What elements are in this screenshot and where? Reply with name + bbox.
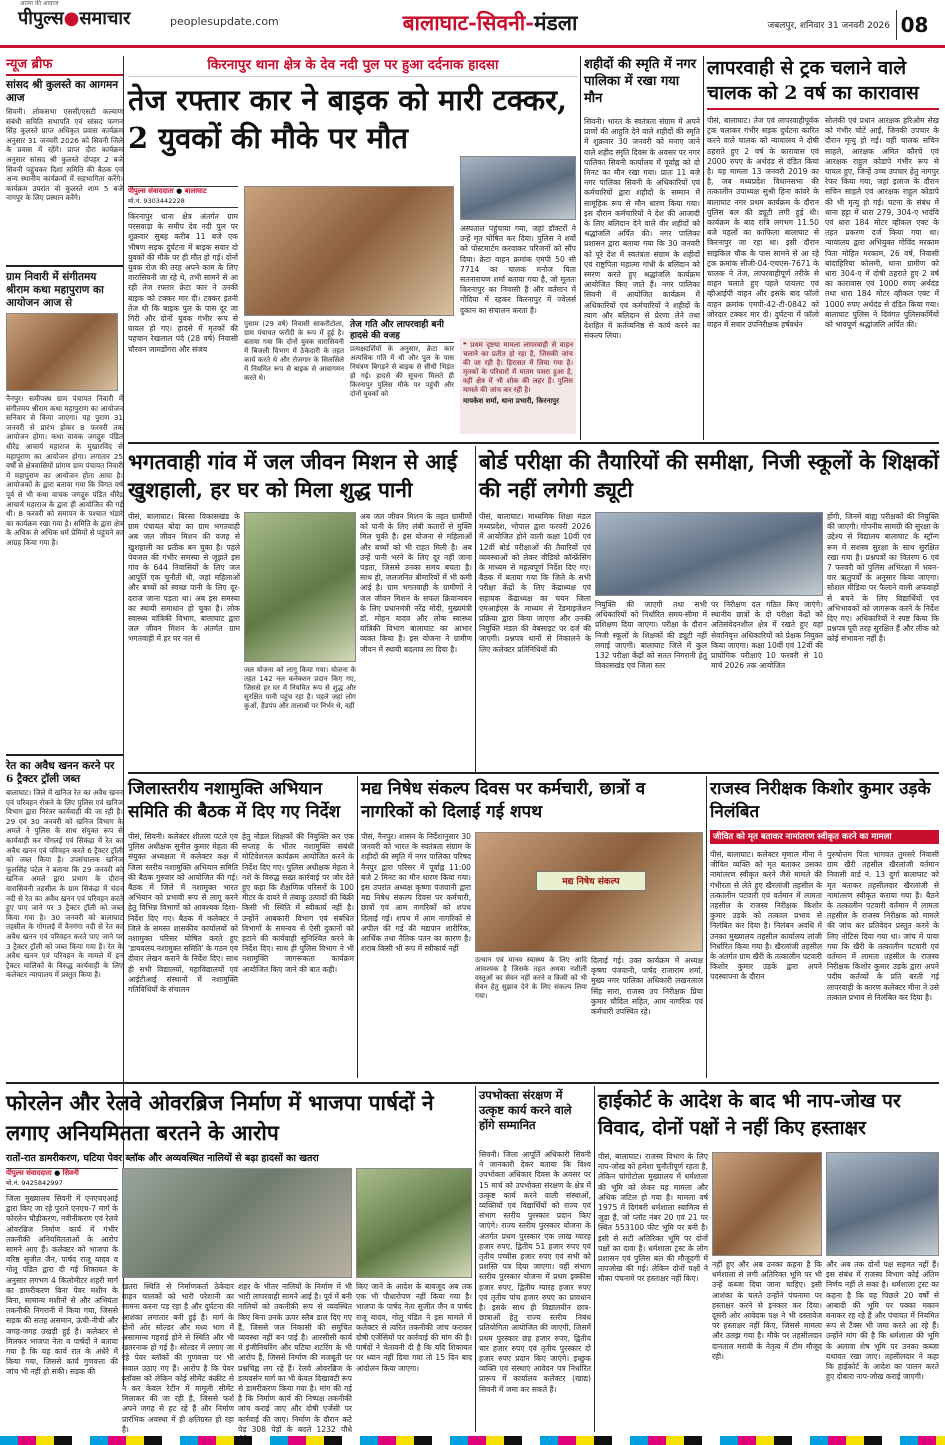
brand-tagline: आत्मा की आवाज bbox=[20, 0, 59, 7]
story11-headline[interactable]: हाईकोर्ट के आदेश के बाद भी नाप-जोख पर विवाद, दोनों पक्षों ने नहीं किए हस्ताक्षर bbox=[598, 1090, 901, 1139]
story5-photo-meeting bbox=[595, 512, 823, 596]
story3-col2: सोलंकी एवं प्रधान आरक्षक हरिओम सेख को गंभीर चोटें आईं, जिनकी उपचार के दौरान मृत्यु हो गई। वहीं चालक सचिन साहले, आरक्षक अमित कौरचे एवं आरक्षक राहुल कोडापे गंभीर रूप से घायल हुए, जिन्हें उच्च उपचार हेतु नागपुर रेफर किया गया, जहां इलाज के दौरान सचिन साहले एवं आरक्षक राहुल कोडापे की भी मृत्यु हो गई। घटना के संबंध में थाना हट्टा में धारा 279, 304-ए भादंवि एवं धारा 184 मोटर व्हीकल एक्ट के तहत प्रकरण दर्ज किया गया था। न्यायालय द्वारा अभियुक्त गोविंद मरकाम पिता मोहित मरकाम, 26 वर्ष, निवासी बांदाहिरिया कोलमी, थाना ग्रामीण को धारा 304-ए में दोषी ठहराते हुए 2 वर्ष का कारावास एवं 1000 रुपए अर्थदंड तथा धारा 184 मोटर व्हीकल एक्ट में 1000 रुपए अर्थदंड से दंडित किया गया। बालाघाट पुलिस ने दिवंगत पुलिसकर्मियों को भावपूर्ण श्रद्धांजलि अर्पित की। bbox=[825, 116, 939, 330]
issue-date: जबलपुर, शनिवार 31 जनवरी 2026 bbox=[767, 21, 890, 31]
story5-col1: पीसं, बालाघाट। माध्यमिक शिक्षा मंडल मध्यप्रदेश, भोपाल द्वारा फरवरी 2026 में आयोजित होने वाली कक्षा 10वीं एवं 12वीं बोर्ड परीक्षाओं की तैयारियों एवं व्यवस्थाओं को लेकर वीडियो कॉन्फ्रेंसिंग के माध्यम से महत्वपूर्ण निर्देश दिए गए। बैठक में बताया गया कि जिले के सभी परीक्षा केंद्रों के लिए केंद्राध्यक्ष एवं सहायक केंद्राध्यक्ष का चयन जिला एमआईएस के माध्यम से रेंडमाइजेशन प्रक्रिया द्वारा किया जाएगा और उनकी नियुक्ति मंडल की वेबसाइट पर दर्ज की जाएगी। प्रश्नपत्र थानों से निकालने के लिए कलेक्टर प्रतिनिधियों की bbox=[479, 512, 591, 654]
story-truck-driver-sentence bbox=[707, 56, 939, 440]
story-drug-free-campaign bbox=[128, 778, 354, 1078]
story-prohibition-pledge bbox=[361, 778, 703, 1078]
story7-col3: दिलाई गई। उक्त कार्यक्रम में अध्यक्ष कृष्णा पंजवानी, पार्षद राजाराम शर्मा, मुख्य नगर पालिका अधिकारी लखनलाल सिंह सारा, राजस्व उप निरीक्षक प्रिया कुमार चौदिल सहित, आम नागरिक एवं कर्मचारी उपस्थित रहे। bbox=[591, 956, 703, 1017]
story3-col1: पीसं, बालाघाट। तेज एवं लापरवाहीपूर्वक ट्रक चलाकर गंभीर सड़क दुर्घटना कारित करने वाले चालक को न्यायालय ने दोषी ठहराते हुए 2 वर्ष के कारावास एवं 2000 रुपए के अर्थदंड से दंडित किया है। यह मामला 13 जनवरी 2019 का है, जब मध्यप्रदेश विधानसभा की तत्कालीन उपाध्यक्ष सुश्री हिना कांवरे के बालाघाट नगर प्रथम कार्यक्रम के दौरान पुलिस बल की ड्यूटी लगी हुई थी। कार्यक्रम के बाद रात्रि लगभग 11.50 बजे पहलों का काफिला बालाघाट से किरनापुर जा रहा था। इसी दौरान साइकिल चौक के पास सामने से आ रहे ट्रक क्रमांक सीजी-04-एचएस-7671 के चालक ने तेज, लापरवाहीपूर्ण तरीके से वाहन चलाते हुए पहले पायलट एवं व्हीआईपी वाहन और इसके बाद फॉलो वाहन क्रमांक एमपी-42-टी-0842 को जोरदार टक्कर मार दी। दुर्घटना में फॉलो वाहन में सवार उपनिरीक्षक हर्षवर्धन bbox=[707, 116, 819, 330]
story10-headline[interactable]: उपभोक्ता संरक्षण में उत्कृष्ट कार्य करने वाले होंगे सम्मानित bbox=[479, 1088, 572, 1132]
story4-col1: पीसं, बालाघाट। बिरसा विकासखंड के ग्राम पंचायत बोदा का ग्राम भगतवाही अब जल जीवन मिशन की वजह से खुशहाली का प्रतीक बन चुका है। पहले पेयजल की गंभीर समस्या से जूझते इस गांव के 644 निवासियों के लिए जल आपूर्ति एक चुनौती थी, जहां महिलाओं और बच्चों को स्वच्छ पानी के लिए दूर-दराज जाना पड़ता था। अब इस समस्या का स्थायी समाधान हो चुका है। लोक स्वास्थ्य यांत्रिकी विभाग, बालाघाट द्वारा जल जीवन मिशन के अंतर्गत ग्राम भगतवाही में हर घर नल से bbox=[128, 512, 240, 644]
story1-kicker: किरनापुर थाना क्षेत्र के देव नदी पुल पर हुआ दर्दनाक हादसा bbox=[128, 56, 578, 77]
story1-photo-car bbox=[460, 156, 576, 220]
brand-logo[interactable] bbox=[18, 0, 168, 42]
story8-col2: पुरुषोत्तम पिता भागवत तुमसरे निवासी ग्राम खैरी तहसील खैरलांजी वर्तमान निवासी वार्ड नं. 13 दुर्गा बालाघाट को मृत बताकर तहसीलदार खैरलांजी से नामांतरण स्वीकृत कराया गया है। बैठने के तत्कालीन पटवारी वर्तमान में लामता तहसील के राजस्व निरीक्षक को मामले की जांच कर प्रतिवेदन प्रस्तुत करने के लिए नोटिस दिया गया था। जांच में पाया गया कि खैरी के तत्कालीन पटवारी एवं वर्तमान में लामता तहसील के राजस्व निरीक्षक किशोर कुमार उड़के द्वारा अपने पदीय कर्तव्यों के प्रति बरती गई लापरवाही के कारण कलेक्टर मीना ने उसे तत्काल प्रभाव से निलंबित कर दिया है। bbox=[827, 850, 939, 1002]
story1-side-body: प्रत्यक्षदर्शियों के अनुसार, क्रेटा कार अत्यधिक गति में थी और पुल के पास नियंत्रण बिगड़ने से बाइक से सीधी भिड़ंत हो गई। हादसे की सूचना मिलते ही किरनापुर पुलिस मौके पर पहुंची और दोनों युवकों को bbox=[350, 345, 454, 398]
story1-col3: अस्पताल पहुंचाया गया, जहां डॉक्टरों ने उन्हें मृत घोषित कर दिया। पुलिस ने शवों को पोस्टमार्टम करवाकर परिजनों को सौंप दिया। क्रेटा वाहन क्रमांक एमपी 50 सी 7714 का चालक मनोज पिता सतनारायण शर्मा बताया गया है, जो मूलतः किरनापुर का निवासी है और वर्तमान में गोंदिया में रहकर किरनापुर में ज्वेलर्स दुकान का संचालन करता है। bbox=[460, 224, 576, 315]
masthead bbox=[0, 0, 945, 48]
page-number: 08 bbox=[896, 10, 932, 40]
story6-col2: हेतु नोडल शिक्षकों की नियुक्ति कर एक सप्ताह के भीतर नशामुक्ति संबंधी मोटिवेशनल कार्यक्रम आयोजित करने के निर्देश दिए गए। पुलिस अधीक्षक मेहता ने नशे के विरुद्ध सख्त कार्रवाई पर जोर देते हुए कहा कि शैक्षणिक परिसरों के 100 मीटर के दायरे में तंबाकू उत्पादों की बिक्री किसी भी स्थिति में स्वीकार्य नहीं है। उन्होंने आबकारी विभाग एवं संबंधित विभागों के समन्वय से ऐसी दुकानों को हटाने की कार्यवाही सुनिश्चित करने के निर्देश दिए। साथ ही पुलिस विभाग ने भी नशामुक्ति जागरूकता कार्यक्रम आयोजित किए जाने की बात कही। bbox=[242, 832, 354, 974]
story9-byline-place: सिवनी bbox=[62, 1169, 79, 1177]
story1-side-title: तेज गति और लापरवाही बनी हादसे की वजह bbox=[350, 320, 454, 343]
story4-headline[interactable]: भगतवाही गांव में जल जीवन मिशन से आई खुशहाली, हर घर को मिला शुद्ध पानी bbox=[128, 449, 458, 502]
story4-photo bbox=[244, 512, 356, 662]
story1-quote bbox=[463, 341, 573, 395]
story1-photo-caption: पुसाम (29 वर्ष) निवासी साकरीटोला, ग्राम पंचायत फरोंदी के रूप में हुई है। बताया गया कि दोनों युवक वारासिवनी में बिजली विभाग में ठेकेदारी के तहत कार्य करते थे और रोजगार के सिलसिले में नियमित रूप से बाइक से आवागमन करते थे। bbox=[244, 320, 344, 382]
story1-byline-box: पीपुल्स संवाददाता ● बालाघाट मो.नं. 9303442228 bbox=[128, 186, 238, 208]
story-highcourt-dispute bbox=[598, 1088, 939, 1432]
story4-col3: अब जल जीवन मिशन के तहत ग्रामीणों को पानी के लिए लंबी कतारों से मुक्ति मिल चुकी है। इस योजना से महिलाओं और बच्चों को भी राहत मिली है। अब उन्हें पानी भरने के लिए दूर नहीं जाना पड़ता, जिससे उनका समय बचता है। साथ ही, जलजनित बीमारियों में भी कमी आई है। ग्राम भगतवाही के ग्रामीणों ने जल जीवन मिशन के सफल क्रियान्वयन के लिए प्रधानमंत्री नरेंद्र मोदी, मुख्यमंत्री डॉ. मोहन यादव और लोक स्वास्थ्य यांत्रिकी विभाग बालाघाट का आभार व्यक्त किया है। इस योजना ने ग्रामीण जीवन में स्थायी बदलाव ला दिया है। bbox=[360, 512, 472, 654]
story2-headline[interactable]: शहीदों की स्मृति में नगर पालिका में रखा गया मौन bbox=[584, 57, 697, 106]
story11-col3: और अब तक दोनों पक्ष सहमत नहीं हैं। इस संबंध में राजस्व विभाग कोई अंतिम निर्णय नहीं ले सका है। धर्मशाला ट्रस्ट का कहना है कि वह पिछले 20 वर्षों से आबादी की भूमि पर पक्का मकान बनाकर रह रहे हैं और पंचायत में नियमित रूप से टैक्स भी जमा करते आ रहे हैं। उन्होंने मांग की है कि धर्मशाला की भूमि के अलावा शेष भूमि पर उनका कब्जा यथावत रखा जाए। तहसीलदार ने कहा कि हाईकोर्ट के आदेश का पालन करते हुए दोबारा नाप-जोख कराई जाएगी। bbox=[826, 1260, 939, 1382]
brief-1-title: सांसद श्री कुलस्ते का आगमन आज bbox=[6, 79, 119, 104]
story-martyrs-silence bbox=[584, 56, 700, 440]
story7-photo-caption: उत्थान एवं मानव स्वास्थ्य के लिए आदि आवश्यक है जिसके तहत अथवा नशीली वस्तुओं का सेवन नहीं करने व किसी को भी सेवन हेतु सुझाव देने के लिए संकल्प लिया गया। bbox=[475, 956, 587, 1000]
story9-col4: किए जाने के आदेश के बावजूद अब तक एक भी पौधारोपण नहीं किया गया है। भाजपा के पार्षद नेता सुजीत जैन व पार्षद राजू यादव, गोलू पंडित ने इस मामले में कलेक्टर से त्वरित तकनीकी जांच कराकर दोषी एजेंसियों पर कार्रवाई की मांग की है। पार्षदों ने चेतावनी दी है कि यदि शिकायत पर ध्यान नहीं दिया गया तो 15 दिन बाद आंदोलन किया जाएगा। bbox=[356, 1282, 472, 1373]
story-fourlane-allegations bbox=[6, 1088, 472, 1432]
section-title-end: मंडला bbox=[533, 10, 578, 35]
story5-col4: होंगी, जिनमें बाह्य परीक्षकों की नियुक्ति की जाएगी। गोपनीय सामग्री की सुरक्षा के उद्देश्य से विद्यालय बालाघाट के स्ट्रॉन्ग रूम में सशस्त्र सुरक्षा के साथ सुरक्षित रखा गया है। प्रश्नपत्रों का वितरण 6 एवं 7 फरवरी को पुलिस अभिरक्षा में भवन-वार ऋतुपर्वों के अनुसार किया जाएगा। सोशल मीडिया पर फैलाने वाली अफवाहों से बचने के लिए विद्यार्थियों एवं अभिभावकों को जागरूक करने के निर्देश दिए गए। अधिकारियों ने स्पष्ट किया कि प्रश्नपत्र पूरी तरह सुरक्षित हैं और लीक को कोई संभावना नहीं है। bbox=[827, 512, 939, 644]
story-board-exams bbox=[479, 448, 939, 770]
news-brief-label: न्यूज ब्रीफ bbox=[6, 56, 123, 76]
story9-photo-road bbox=[122, 1168, 352, 1278]
story7-photo-pledge bbox=[475, 832, 703, 952]
story6-headline[interactable]: जिलास्तरीय नशामुक्ति अभियान समिति की बैठक में दिए गए निर्देश bbox=[128, 779, 341, 822]
story8-headline[interactable]: राजस्व निरीक्षक किशोर कुमार उड़के निलंबित bbox=[710, 779, 931, 822]
story11-col1: पीसं, बालाघाट। राजस्व विभाग के लिए नाप-जोख को हमेशा चुनौतीपूर्ण रहता है, लेकिन चांगोटोला मुख्यालय में धर्मशाला की भूमि को लेकर यह मामला और अधिक जटिल हो गया है। मामला वर्ष 1975 में दिगंबरी धर्मशाला स्वामित्व से जुड़ा है, जो प्लॉट नंबर 20 एवं 21 पर स्थित 553100 फीट भूमि पर बनी है। इसी से सटी अतिरिक्त भूमि पर दोनों पक्षों का दावा है। धर्मशाला ट्रस्ट के लोग प्रशासन एवं पुलिस बल की मौजूदगी में नापजोख की गई। लेकिन दोनों पक्षों ने मौका पंचनामे पर हस्ताक्षर नहीं किए। bbox=[598, 1152, 708, 1284]
story9-byline: पीपुल्स संवाददाता bbox=[6, 1169, 52, 1177]
brand-name-2: समाचार bbox=[79, 8, 131, 29]
story5-headline[interactable]: बोर्ड परीक्षा की तैयारियों की समीक्षा, निजी स्कूलों के शिक्षकों की नहीं लगेगी ड्यूटी bbox=[479, 449, 939, 502]
print-registration-bar bbox=[0, 1436, 945, 1445]
story9-photo-drain bbox=[356, 1168, 472, 1278]
story9-phone: मो.नं. 9425842997 bbox=[6, 1179, 63, 1187]
story1-quote-box bbox=[460, 338, 576, 434]
story6-col1: पीसं, सिवनी। कलेक्टर शीतला पटले एवं पुलिस अधीक्षक सुनील कुमार मेहता की संयुक्त अध्यक्षता में कलेक्टर कक्ष में जिला स्तरीय नशामुक्ति अभियान समिति की बैठक गुरुवार को आयोजित की गई। बैठक में जिले में नशामुक्त भारत अभियान को प्रभावी रूप से लागू करने हेतु विभिन्न विभागों को आवश्यक दिशा-निर्देश दिए गए। बैठक में कलेक्टर ने जिले के समस्त शासकीय कार्यालयों को नशामुक्त परिसर घोषित करते हुए 'डायवलय नशामुक्त समिति' के गठन एवं दीवार लेखन कराने के निर्देश दिए। साथ ही सभी विद्यालयों, महाविद्यालयों एवं आईटीआई संस्थानों में नशामुक्ति गतिविधियों के संचालन bbox=[128, 832, 238, 995]
story9-col3: शहर के भीतर नालियों के निर्माण में भी भारी लापरवाही सामने आई है। पूर्व में बनी नालियों को तकनीकी रूप से व्यवस्थित किए बिना उनके ऊपर स्लैब डाल दिए गए हैं, जिससे जल निकासी की समुचित व्यवस्था नहीं बन पाई है। आरसीसी कार्य में इंजीनियरिंग और घटिया शटरिंग के भी आरोप हैं, जिससे निर्माण की मजबूती पर प्रश्नचिह्न लग रहे हैं। रेलवे ओवरब्रिज के डायवर्सन मार्ग का भी केवल दिखावटी रूप से डामरीकरण किया गया है। मांग की गई है कि निर्माण कार्य की निष्पक्ष तकनीकी जांच कराई जाए और दोषी एजेंसी पर कार्रवाई की जाए। निर्माण के दौरान कटे पेड़ 308 पेड़ों के बदले 1232 पौधे bbox=[238, 1282, 352, 1434]
story11-photo-woman bbox=[826, 1152, 939, 1256]
brief-2-body: नैनपुर। समीपस्थ ग्राम पंचायत निवारी में संगीतमय श्रीराम कथा महापुराण का आयोजन सनिवार से किया जाएगा। यह पुराण 31 जनवरी से प्रारंभ होकर 8 फरवरी तक आयोजन होगा। कथा वाचक जगद्गुरु पंडित धीरेंद्र आचार्य महाराज के मुखारविंद से महापुराण का आयोजन होगा। लगातार 25 वर्षों से क्षेत्रवासियों प्रांगण ग्राम पंचायत निवारी में महापुराण का आयोजन होता आया है। आयोजकों के द्वारा बताया गया कि विगत वर्ष पूर्व से भी कथा वाचक जगद्गुरु पंडित धीरेंद्र आचार्य महाराज के द्वारा ही आयोजित की गई थी। 8 फरवरी को समापन के पश्चात भंडारे का कार्यक्रम रखा गया है। समिति के द्वारा क्षेत्र के अधिक से अधिक धर्म प्रेमियों से पहुंचने का आग्रह किया गया है। bbox=[6, 394, 124, 547]
story-consumer-award bbox=[479, 1088, 591, 1432]
story8-col1: पीसं, बालाघाट। कलेक्टर मृणाल मीना ने जीवित व्यक्ति को मृत बताकर उसका नामांतरण स्वीकृत करने जैसे मामले की गंभीरता से लेते हुए खैरलांजी तहसील के तत्कालीन पटवारी एवं वर्तमान में लामता तहसील के राजस्व निरीक्षक किशोर कुमार उड़के को तत्काल प्रभाव से निलंबित कर दिया है। निलंबन अवधि में उनका मुख्यालय तहसील कार्यालय लांजी निर्धारित किया गया है। खैरलांजी तहसील के अंतर्गत ग्राम खैरी के तत्कालीन पटवारी किशोर कुमार उड़के द्वारा अपने पदस्थापना के दौरान bbox=[710, 850, 822, 982]
story9-byline-box: पीपुल्स संवाददाता ● सिवनी मो.नं. 9425842997 bbox=[6, 1168, 118, 1190]
story-revenue-inspector bbox=[710, 778, 939, 1078]
brief-2-title: ग्राम निवारी में संगीतमय श्रीराम कथा महापुराण का आयोजन आज से bbox=[6, 271, 104, 309]
story1-side-box bbox=[350, 320, 454, 434]
brand-dot-icon: ● bbox=[63, 8, 80, 29]
story1-phone: मो.नं. 9303442228 bbox=[128, 197, 185, 205]
story9-headline[interactable]: फोरलेन और रेलवे ओवरब्रिज निर्माण में भाजपा पार्षदों ने लगाए अनियमितता बरतने के आरोप bbox=[6, 1090, 434, 1145]
story7-col1: पीसं, नैनपुर। शासन के निर्देशानुसार 30 जनवरी को भारत के स्वतंत्रता संग्राम के शहीदों की स्मृति में नगर पालिका परिषद नैनपुर द्वारा परिसर में पूर्वाह्न 11:00 बजे 2 मिनट का मौन धारण किया गया। इस उपरांत अध्यक्ष कृष्णा पंजवानी द्वारा मद्य निषेध संकल्प दिवस पर कर्मचारी, छात्रों एवं आम नागरिकों को शपथ दिलाई गई। शपथ में आम नागरिकों से अपील की गई की मद्यपान शारीरिक, आर्थिक तथा नैतिक पतन का कारण है। शराब किसी भी रूप में स्वीकार्य नहीं bbox=[361, 832, 471, 954]
section-title bbox=[360, 8, 620, 40]
story-jal-jeevan bbox=[128, 448, 472, 770]
story1-photo-victims bbox=[244, 186, 454, 316]
story1-quote-text: प्रथम दृष्टया मामला लापरवाही से वाहन चलाने का प्रतीत हो रहा है, जिसकी जांच की जा रही है। हिरासत में लिया गया है। मृतकों के परिवारों में मातम पसरा हुआ है, वहीं क्षेत्र में भी शोक की लहर है। पुलिस मामले की जांच कर रही है। bbox=[463, 341, 573, 394]
story1-headline[interactable]: तेज रफ्तार कार ने बाइक को मारी टक्कर, 2 युवकों की मौके पर मौत bbox=[128, 83, 568, 155]
story9-col2: खतरा स्थिति से निर्माणकर्ता ठेकेदार वाहन चालकों को भारी परेशानी का सामना करना पड़ रहा है और दुर्घटना की आशंका लगातार बनी हुई है। मार्ग के दोनों ओर सोल्डर और मध्य भाग में असामान्य गहराई होने से स्थिति और भी खतरनाक हो गई है। सोल्डर में लगाए जा रहे पेवर ब्लॉकों की गुणवत्ता पर भी सवाल उठाए गए हैं। आरोप है कि पेवर ब्लॉक्स को लेकिन कोई सीमेंट कंक्रीट से न कर केवल रेटीन में मामूली सीमेंट मिलाकर की जा रही है, जिससे फर्श अपने जगह से हट रहे हैं और निर्माण प्रारंभिक अवस्था में ही क्षतिग्रस्त हो रहा है। bbox=[122, 1282, 234, 1434]
quote-icon: ❝ bbox=[463, 341, 471, 349]
story1-byline-place: बालाघाट bbox=[184, 187, 207, 195]
story1-quote-by: मायकेश शर्मा, थाना प्रभारी, किरनापुर bbox=[463, 397, 559, 405]
section-title-main: बालाघाट-सिवनी- bbox=[402, 10, 534, 35]
brief-3-title: रेत का अवैध खनन करने पर 6 ट्रैक्टर ट्रॉली जब्त bbox=[6, 760, 115, 785]
brief-3-body: बालाघाट। जिले में खनिज रेत का अवैध खनन एवं परिवहन रोकने के लिए पुलिस एवं खनिज विभाग द्वारा निरंतर कार्यवाही की जा रही है। 29 एवं 30 जनवरी को खनिज विभाग के अमले ने पुलिस के साथ संयुक्त रूप से कार्यवाही कर गोंगलई एवं सिकंद्रा में रेत का अवैध खनन एवं परिवहन करते 6 ट्रैक्टर ट्रॉली को जब्त किया है। उपसंचालक खनिज फूलसिंह पटेल ने बताया कि 29 जनवरी को खनिज अमले द्वारा प्रभाग के दौरान वारासिवनी तहसील के ग्राम सिकंद्रा में चंदन नदी से रेत का अवैध खनन एवं परिवहन करते हुए पाए जाने पर 3 ट्रैक्टर ट्रॉली को जब्त किया गया है। 30 जनवरी को बालाघाट तहसील के गोंगलई में वैनगंगा नदी से रेत का अवैध खनन एवं परिवहन करते पाए जाने पर 3 ट्रैक्टर ट्रॉली को जब्त किया गया है। रेत के अवैध खनन एवं परिवहन के मामले में इन ट्रैक्टर मालिकों के विरुद्ध कार्यवाही के लिए कलेक्टर न्यायालय में प्रस्तुत किया है। bbox=[6, 788, 123, 980]
brand-name: पीपुल्स bbox=[18, 8, 64, 29]
story3-headline[interactable]: लापरवाही से ट्रक चलाने वाले चालक को 2 वर्ष का कारावास bbox=[707, 56, 939, 110]
story1-col1: किरनापुर थाना क्षेत्र अंतर्गत ग्राम परसवाड़ा के समीप देव नदी पुल पर शुक्रवार सुबह करीब 11 बजे एक भीषण सड़क दुर्घटना में बाइक सवार दो युवकों की मौके पर ही मौत हो गई। दोनों युवक रोज की तरह अपने काम के लिए वारासिवनी जा रहे थे, तभी सामने से आ रही तेज रफ्तार क्रेटा कार ने उनकी बाइक को टक्कर मार दी। टक्कर इतनी तेज थी कि बाइक पुल के पास दूर जा गिरी और दोनों युवक गंभीर रूप से घायल हो गए। हादसे में मृतकों की पहचान रेखलाल पंदे (28 वर्ष) निवासी चौरवन जामडोंगरा और संजय bbox=[128, 212, 238, 354]
story-car-accident bbox=[128, 56, 578, 436]
story4-photo-caption: जल योजना को लागू किया गया। योजना के तहत 142 नल कनेक्शन प्रदान किए गए, जिससे हर घर में नियमित रूप से शुद्ध और सुरक्षित पानी पहुंच रहा है। पहले जहां लोग कुओं, हैंडपंप और तालाबों पर निर्भर थे, वहीं bbox=[244, 666, 356, 710]
story9-col1: जिला मुख्यालय सिवनी में एनएचएआई द्वारा किए जा रहे पुराने एनएच-7 मार्ग के फोरलेन चौड़ीकरण, नवीनीकरण एवं रेलवे ओवरब्रिज निर्माण कार्य में गंभीर तकनीकी अनियमितताओं के आरोप सामने आए हैं। कलेक्टर को भाजपा के वरिष्ठ सुजीत जैन, पार्षद राजू यादव व गोलू पंडित द्वारा दी गई शिकायत के अनुसार लगभग 4 किलोमीटर शहरी मार्ग का डामरीकरण बिना पेवर मशीन के बिना, सामान्य मशीनों से और अभियंता तकनीकी निगरानी में किया गया, जिससे सड़क की सतह असमान, ऊंची-नीची और जगह-जगह उखड़ी हुई है। कलेक्टर से मिलकर भाजपा नेता व पार्षदों ने बताया गया है कि यह कार्य रात के अंधेरे में किया गया, जिससे कार्य गुणवत्ता की जांच भी नहीं हो सकी। सड़क की bbox=[6, 1194, 118, 1377]
story5-col2: नियुक्ति की जाएगी तथा सभी अधिकारियों को निर्धारित समय-सीमा में प्रशिक्षण दिया जाएगा। परीक्षा के दौरान निजी स्कूलों के शिक्षकों की ड्यूटी नहीं लगाई जाएगी। बालाघाट जिले में कुल 132 परीक्षा केंद्रों को सतत निगरानी हेतु विकासखंड एवं जिला स्तर bbox=[595, 600, 707, 671]
story9-subhead: रातों-रात डामरीकरण, घटिया पेवर ब्लॉक और अव्यवस्थित नालियों से बढ़ा हादसों का खतरा bbox=[6, 1153, 319, 1164]
website-link[interactable]: peoplesupdate.com bbox=[170, 15, 279, 28]
story10-body: सिवनी। जिला आपूर्ति अधिकारी सिवनी ने जानकारी देकर बताया कि विश्व उपभोक्ता अधिकार दिवस के अवसर पर 15 मार्च को उपभोक्ता संरक्षण के क्षेत्र में उत्कृष्ट कार्य करने वाली संस्थाओं, व्यक्तियों एवं विद्यार्थियों को राज्य एवं संभाग स्तरीय पुरस्कार प्रदान किए जाएंगे। राज्य स्तरीय पुरस्कार योजना के अंतर्गत प्रथम पुरस्कार एक लाख ग्यारह हजार रुपए, द्वितीय 51 हजार रुपए एवं तृतीय पच्चीस हजार रुपए एवं सभी को प्रशस्ति पत्र दिया जाएगा। वहीं संभाग स्तरीय पुरस्कार योजना में प्रथम इक्कीस हजार रुपए, द्वितीय ग्यारह हजार रुपए एवं तृतीय पांच हजार रुपए का प्रावधान है। इसके साथ ही विद्यालयीन छात्र-छात्राओं हेतु राज्य स्तरीय निबंध प्रतियोगिता आयोजित की जाएगी, जिसमें प्रथम पुरस्कार छह हजार रुपए, द्वितीय चार हजार रुपए एवं तृतीय पुरस्कार दो हजार रुपए प्रदान किए जाएंगे। इच्छुक व्यक्ति एवं संस्थाएं आवेदन पत्र निर्धारित प्रारूप में कार्यालय कलेक्टर (खाद्य) सिवनी में जमा कर सकते हैं। bbox=[479, 1150, 591, 1394]
story1-byline: पीपुल्स संवाददाता bbox=[128, 187, 174, 195]
brief-1-body: सिवनी। लोकसभा एससी/एसटी कल्याण संबंधी समिति सभापति एवं सांसद फग्गन सिंह कुलस्ते प्राप्त अधिकृत प्रवास कार्यक्रम अनुसार 31 जनवरी 2026 को सिवनी जिले के प्रवास में रहेंगे। प्राप्त दौरा कार्यक्रम अनुसार सांसद श्री कुलस्ते दोपहर 2 बजे सिवनी पहुंचकर दिशा समिति की बैठक एवं अन्य स्थानीय कार्यक्रमों में सहभागिता करेंगे। कार्यक्रम उपरांत वो कुलस्ते शाम 5 बजे नागपुर के लिए प्रस्थान करेंगे। bbox=[6, 107, 123, 203]
story11-photo-man bbox=[712, 1152, 822, 1256]
story5-col3: पर निरीक्षण दल गठित किए जाएंगे। स्थानीय छात्रों के दो परीक्षा केंद्रों को अतिसंवेदनशील क्षेत्र में रखते हुए वहां सेवानिवृत्त अधिकारियों को प्रेक्षक नियुक्त किया जाएगा। कक्षा 10वीं एवं 12वीं की प्रायोगिक परीक्षाएं 10 फरवरी से 10 मार्च 2026 तक आयोजित bbox=[711, 600, 823, 671]
story2-body: सिवनी। भारत के स्वतंत्रता संग्राम में अपने प्राणों की आहुति देने वाले शहीदों की स्मृति में शुक्रवार 30 जनवरी को मनाए जाने वाले शहीद स्मृति दिवस के अवसर पर नगर पालिका सिवनी कार्यालय में पूर्वाह्न को दो मिनट का मौन रखा गया। प्रातः 11 बजे नगर पालिका सिवनी के अधिकारियों एवं कर्मचारियों द्वारा शहीदों के सम्मान में सामूहिक रूप से मौन धारण किया गया। इस दौरान कर्मचारियों ने देश की आजादी के लिए बलिदान देने वाले वीर शहीदों को श्रद्धांजलि अर्पित की। नगर पालिका प्रशासन द्वारा बताया गया कि 30 जनवरी को पूरे देश में स्वतंत्रता संग्राम के शहीदों एवं राष्ट्रपिता महात्मा गांधी के बलिदान को स्मरण करते हुए श्रद्धांजलि कार्यक्रम आयोजित किए जाते हैं। नगर पालिका सिवनी में आयोजित कार्यक्रम में अधिकारियों एवं कर्मचारियों ने शहीदों के त्याग और बलिदान से प्रेरणा लेने तथा देशहित में कर्तव्यनिष्ठ से कार्य करने का संकल्प लिया। bbox=[584, 117, 700, 341]
story7-headline[interactable]: मद्य निषेध संकल्प दिवस पर कर्मचारी, छात्रों व नागरिकों को दिलाई गई शपथ bbox=[361, 779, 646, 822]
story7-banner: मद्य निषेध संकल्प bbox=[536, 871, 646, 891]
story8-subhead: जीवित को मृत बताकर नामांतरण स्वीकृत करने का मामला bbox=[710, 830, 939, 844]
story11-col2: नहीं हुए और अब उनका कहना है कि धर्मशाला से लगी अतिरिक्त भूमि पर भी उन्हें कब्जा दिया जाना चाहिए। इसी आशंका के चलते उन्होंने पंचनामा पर हस्ताक्षर करने से इनकार कर दिया। दूसरी ओर आवेदक पक्ष ने भी दस्तावेज पर हस्ताक्षर नहीं किए, जिससे मामला और उलझ गया है। मौके पर तहसीलदार दानताल मरावी के नेतृत्व में टीम मौजूद रही। bbox=[712, 1260, 822, 1361]
brief-2-photo bbox=[6, 313, 118, 391]
